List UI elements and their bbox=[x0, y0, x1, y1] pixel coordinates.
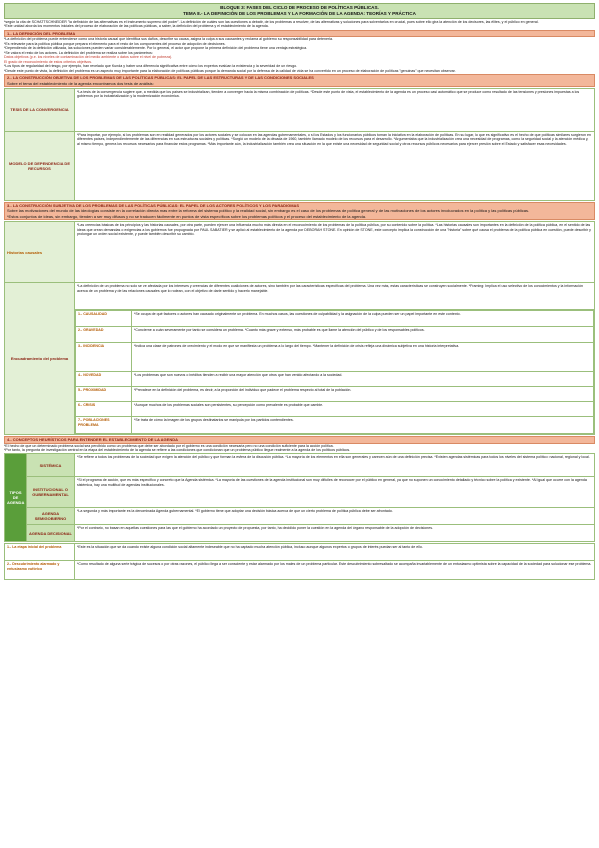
row-text: *Las creencias básicas de los principios y las historias causales, por otra parte, pueden ejercer una influencia mucho más directa en el reconocimiento de los problemas de la política pública, por su contenido sobre la política. *Las historias causales son importantes en la definición de la política pública, en el sentido de las ideas que crean demandas o exigencias a los gobiernos fue propugnada por PAUL SABATIER y se aplicó al establecimiento de la agenda por DEBORAH STONE. En opinión de STONE, este concepto implica la construcción de una "historia" sobre qué causa el problema de la política pública en cuestión, puede describir y prolongar un orden social existente, y puede también describir su cambio. bbox=[75, 222, 595, 283]
stage-value: *Como resultado de alguna serie trágica de sucesos o por otras razones, el público llega a ser consciente y estar alarmado por los males de un problema particular. Este descubrimiento sobresaltado se acompaña invariablemente de un entusiasmo optimista sobre la capacidad de la sociedad para solucionar ese problema. bbox=[75, 561, 595, 580]
section-3-sub: Sobre las motivaciones del mundo de las ideologías consiste en la correlación directa mas entre la reforma del sistema político y la realidad social, sin embargo es el caso de los problemas de política general y de las motivaciones de los actores involucrados en la política y las políticas públicas. bbox=[7, 208, 530, 214]
framing-key: 3.- INCIDENCIA bbox=[76, 343, 132, 372]
s4-line: *Por tanto, la pregunta de investigación central en la etapa del establecimiento de la agenda se refiere a las condiciones que condicionan que un problema público llegue realmente a la agenda de los políticos públicos. bbox=[4, 448, 351, 452]
table-row bbox=[5, 131, 595, 200]
row-text: *Para importar, por ejemplo, si los problemas son en realidad generados por los actores sociales y se colocan en las agendas gubernamentales, o si los Estados y los funcionarios públicos toman la iniciativa en la elaboración de políticas. En su lugar, lo que es significativo es el hecho de que políticas similares surgieron en diferentes países, independientemente de las diferencias en sus estructuras sociales y políticas. *Surgió un modelo de la década de 1960, también llamado modelo de los recursos para el desarrollo. *Argumentaba que la industrialización crea una necesidad de programas, como la seguridad social y la atención médica y, al mismo tiempo, genera los recursos necesarios para financiar estos programas. *Más importante aún, la industrialización también crea una situación en la que existe una necesidad de seguridad social y otros recursos públicos necesarios para ejercer presión sobre el Estado y satisfacer esas necesidades. bbox=[75, 131, 595, 200]
table-row bbox=[76, 417, 594, 434]
table-row bbox=[76, 343, 594, 372]
table-row bbox=[5, 544, 595, 561]
section-4-header: 4.- CONCEPTOS HEURÍSTICOS PARA ENTENDER EL ESTABLECIMIENTO DE LA AGENDA bbox=[4, 436, 595, 443]
table-row bbox=[76, 327, 594, 343]
row-text: *La definición de un problema no solo se ve afectada por los intereses y creencias de diferentes coaliciones de actores, sino también por las características específicas del problema. Una vez más, estas características se construyen socialmente. *Framing: Implica el uso selectivo de los conocimientos y la información acerca de un problema y de las relaciones causales que lo rodean, con el objetivo de darle sentido y hacerlo manejable. bbox=[75, 283, 595, 310]
section-3-sub2: *Estos conjuntos de ideas, sin embargo, tienden a ser muy difusos y no se traducen fácilmente en puntos de vista específicos sobre los problemas políticos y el proceso del establecimiento de la agenda. bbox=[7, 213, 367, 219]
agenda-key: SISTÉMICA bbox=[27, 454, 75, 477]
section-2-header bbox=[4, 74, 595, 87]
s1-line: *La definición del problema puede entenderse como una historia causal que identifica sus daños, describe su causa, asigna la culpa a sus causantes y reclama al gobierno su responsabilidad para detenerla. bbox=[4, 37, 334, 42]
agenda-value: *Se refiere a todos los problemas de la sociedad que exigen la atención del público y que forman la esfera de la discusión pública. *La mayoría de los elementos en ella son generales y carecen aún de una definición precisa. *Existen agendas sistémicas para todos los niveles del sistema político: nacional, regional y local. bbox=[75, 454, 595, 477]
framing-value: *Se trata de cómo la imagen de los grupos destinatarios se manipula por los partidos contendientes. bbox=[132, 417, 594, 434]
table-row bbox=[5, 310, 595, 435]
intro-paragraph: *Este unidad aborda los momentos iniciales del proceso de elaboración de las políticas públicas, a saber, la definición del problema y el establecimiento de la agenda. bbox=[4, 24, 269, 29]
agenda-value: *Si el programa de acción, que es más específico y concreto que la Agenda sistémica. *La mayoría de las cuestiones de la agenda institucional son muy difíciles de reconocer por el público en general, ya que no suponen un conocimiento detallado y técnico sobre la política y existente. *Al igual que ocurre con la agenda sistémica, hay una multitud de agendas institucionales. bbox=[75, 477, 595, 508]
agenda-value: *La segunda y más importante es la denominada Agenda gubernamental. *El gobierno tiene que adoptar una decisión básica acerca de que un cierto problema de política pública debe ser afrontado. bbox=[75, 508, 595, 525]
section-3-table bbox=[4, 221, 595, 435]
framing-key: 5.- PROXIMIDAD bbox=[76, 387, 132, 402]
table-row bbox=[76, 372, 594, 387]
table-row bbox=[76, 387, 594, 402]
s1-line: Datos objetivos (p.e. los niveles de contaminación del medio ambiente o datos sobre el nivel de pobreza). bbox=[4, 55, 173, 60]
s1-line: *Los tipos de regularidad del riesgo, por ejemplo, han revelado que Kunda y haber una diferencia significativa entre cómo los expertos evalúan la existencia y la severidad de un riesgo. bbox=[4, 64, 298, 69]
row-label: TESIS DE LA CONVERGENCIA bbox=[5, 88, 75, 131]
stage-key: 1.- La etapa inicial del problema bbox=[5, 544, 75, 561]
framing-value: *Indica una clase de patrones de crecimiento y el modo en que se manifiesta un problema a lo largo del tiempo. *Mantener la definición de crisis refleja una dinámica subjetiva en una historia interpretativa. bbox=[132, 343, 594, 372]
section-4-body bbox=[4, 444, 595, 453]
intro-paragraph: *según la cita de SCHATTSCHNEIDER "la definición de las alternativas es el instrumento supremo del poder". La definición de cuáles son las cuestiones a debatir, de los problemas a resolver, de las alternativas y soluciones para solventarlos en crucial, pues sobre ello gira la atención de los decisores, las élites, y el público en general. bbox=[4, 19, 539, 24]
table-row bbox=[76, 402, 594, 417]
section-4-bottom-table bbox=[4, 543, 595, 580]
framing-key: 6.- CRISIS bbox=[76, 402, 132, 417]
s1-line: *Desde este punto de vista, la definición del problema es un aspecto muy importante para la elaboración de políticas públicas porque la demanda social por la defensa de la calidad de vida se ha convertido en un proceso de elaboración de políticas "genuinas" que necesitan observar. bbox=[4, 68, 456, 73]
block-title: BLOQUE 3: FASES DEL CICLO DE PROCESO DE POLÍTICAS PÚBLICAS. bbox=[220, 5, 379, 10]
section-4-table bbox=[4, 453, 595, 542]
framing-key: 1.- CAUSALIDAD bbox=[76, 311, 132, 327]
framing-value: *Se ocupa de qué factores o actores han causado originalmente un problema. En muchos casos, las cuestiones de culpabilidad y la asignación de la culpa pueden ser un papel importante en este contexto. bbox=[132, 311, 594, 327]
framing-value: *Aunque muchos de los problemas sociales son persistentes, su percepción como prevalente es probable que cambie. bbox=[132, 402, 594, 417]
section-1-body bbox=[4, 37, 595, 73]
section-2-sub: Sobre el tema del establecimiento de la agenda encontramos dos tesis de análisis: bbox=[7, 80, 154, 86]
table-row bbox=[5, 222, 595, 283]
agenda-side-label: TIPOS DE AGENDA bbox=[5, 454, 27, 542]
row-label: MODELO DE DEPENDENCIA DE RECURSOS bbox=[5, 131, 75, 200]
table-row bbox=[5, 88, 595, 131]
agenda-key: INSTITUCIONAL O GUBERNAMENTAL bbox=[27, 477, 75, 508]
section-2-title: 2.- LA CONSTRUCCIÓN OBJETIVA DE LOS PROBLEMAS DE LAS POLÍTICAS PÚBLICAS: EL PAPEL DE LAS ESTRUCTURAS Y DE LAS CONDICIONES SOCIALES bbox=[7, 75, 314, 81]
s4-line: *El hecho de que un determinado problema social sea percibido como un problema que debe ser abordado por el gobierno es una condición necesaria pero no una condición suficiente para la acción política. bbox=[4, 443, 334, 448]
framing-value: *Los problemas que son nuevos o inéditos tienden a recibir una mayor atención que otros que han venido afectando a la sociedad. bbox=[132, 372, 594, 387]
framing-key: 4.- NOVEDAD bbox=[76, 372, 132, 387]
intro-text bbox=[4, 20, 595, 29]
framing-value: *Concierne a cuán severamente por tanto se considera un problema. *Cuanto más grave y extenso, más probable es que llame la atención del público y de los responsables políticos. bbox=[132, 327, 594, 343]
framing-key: 2.- GRAVEDAD bbox=[76, 327, 132, 343]
section-3-title: 3.- LA CONSTRUCCIÓN SUBJETIVA DE LOS PROBLEMAS DE LAS POLÍTICAS PÚBLICAS: EL PAPEL DE LOS ACTORES POLÍTICOS Y LOS PARADIGMAS bbox=[7, 202, 300, 208]
framing-table bbox=[75, 310, 594, 434]
framing-cell bbox=[75, 310, 595, 435]
framing-value: *Prevalece en la definición del problema, es decir, a la proporción del individuo que padece el problema respecto al total de la población. bbox=[132, 387, 594, 402]
table-row bbox=[76, 311, 594, 327]
stage-key: 2.- Descubrimiento alarmado y entusiasmo eufórico bbox=[5, 561, 75, 580]
s1-line: *Se valora el resto de los actores. La definición del problema se realiza sobre los parámetros: bbox=[4, 50, 153, 55]
table-row bbox=[5, 525, 595, 542]
agenda-key: AGENDA DECISIONAL bbox=[27, 525, 75, 542]
table-row bbox=[5, 283, 595, 310]
section-1-header: 1.- LA DEFINICIÓN DEL PROBLEMA bbox=[4, 30, 595, 37]
agenda-key: AGENDA SEMIGOBIERNO bbox=[27, 508, 75, 525]
topic-title: TEMA 8.- LA DEFINICIÓN DE LOS PROBLEMAS Y LA FORMACIÓN DE LA AGENDA: TEORÍAS Y PRÁCTICA bbox=[183, 10, 416, 16]
row-label: Historias causales bbox=[5, 222, 75, 283]
table-row bbox=[5, 561, 595, 580]
table-row bbox=[5, 477, 595, 508]
row-label: Encuadramiento del problema bbox=[5, 283, 75, 435]
title-banner bbox=[4, 3, 595, 19]
s1-line: *Dependiendo de la definición utilizada, las soluciones pueden variar considerablemente. Por lo general, el actor que propone la primera definición del problema tiene una ventaja estratégica. bbox=[4, 46, 308, 51]
s1-line: *Es relevante para la política pública porque prepara el elemento para el resto de los componentes del proceso de adopción de decisiones. bbox=[4, 41, 226, 46]
section-3-header bbox=[4, 202, 595, 220]
stage-value: *Este es la situación que se da cuando existe alguna condición social altamente indeseable que no ha captado mucha atención pública, incluso aunque algunos expertos o grupos de interés puedan ser al tanto de ello. bbox=[75, 544, 595, 561]
framing-key: 7.- POBLACIONES PROBLEMA bbox=[76, 417, 132, 434]
table-row bbox=[5, 508, 595, 525]
section-2-table bbox=[4, 88, 595, 201]
agenda-value: *Por el contrario, no basan en aquellas cuestiones para las que el gobierno ha acordado un proyecto de propuesta, por tanto, ha decidido poner la cuestión en la agenda del órgano responsable de la adopción de decisiones. bbox=[75, 525, 595, 542]
row-text: *La tesis de la convergencia sugiere que, a medida que los países se industrializan, tienden a converger hacia la misma combinación de políticas. *Desde este punto de vista, el establecimiento de la agenda es un proceso casi automático que se produce como resultado de las tensiones y presiones impuestas a los gobiernos por la industrialización y la modernización económica. bbox=[75, 88, 595, 131]
table-row bbox=[5, 454, 595, 477]
s1-line: El grado de reconocimiento de estos criterios objetivos. bbox=[4, 59, 93, 64]
